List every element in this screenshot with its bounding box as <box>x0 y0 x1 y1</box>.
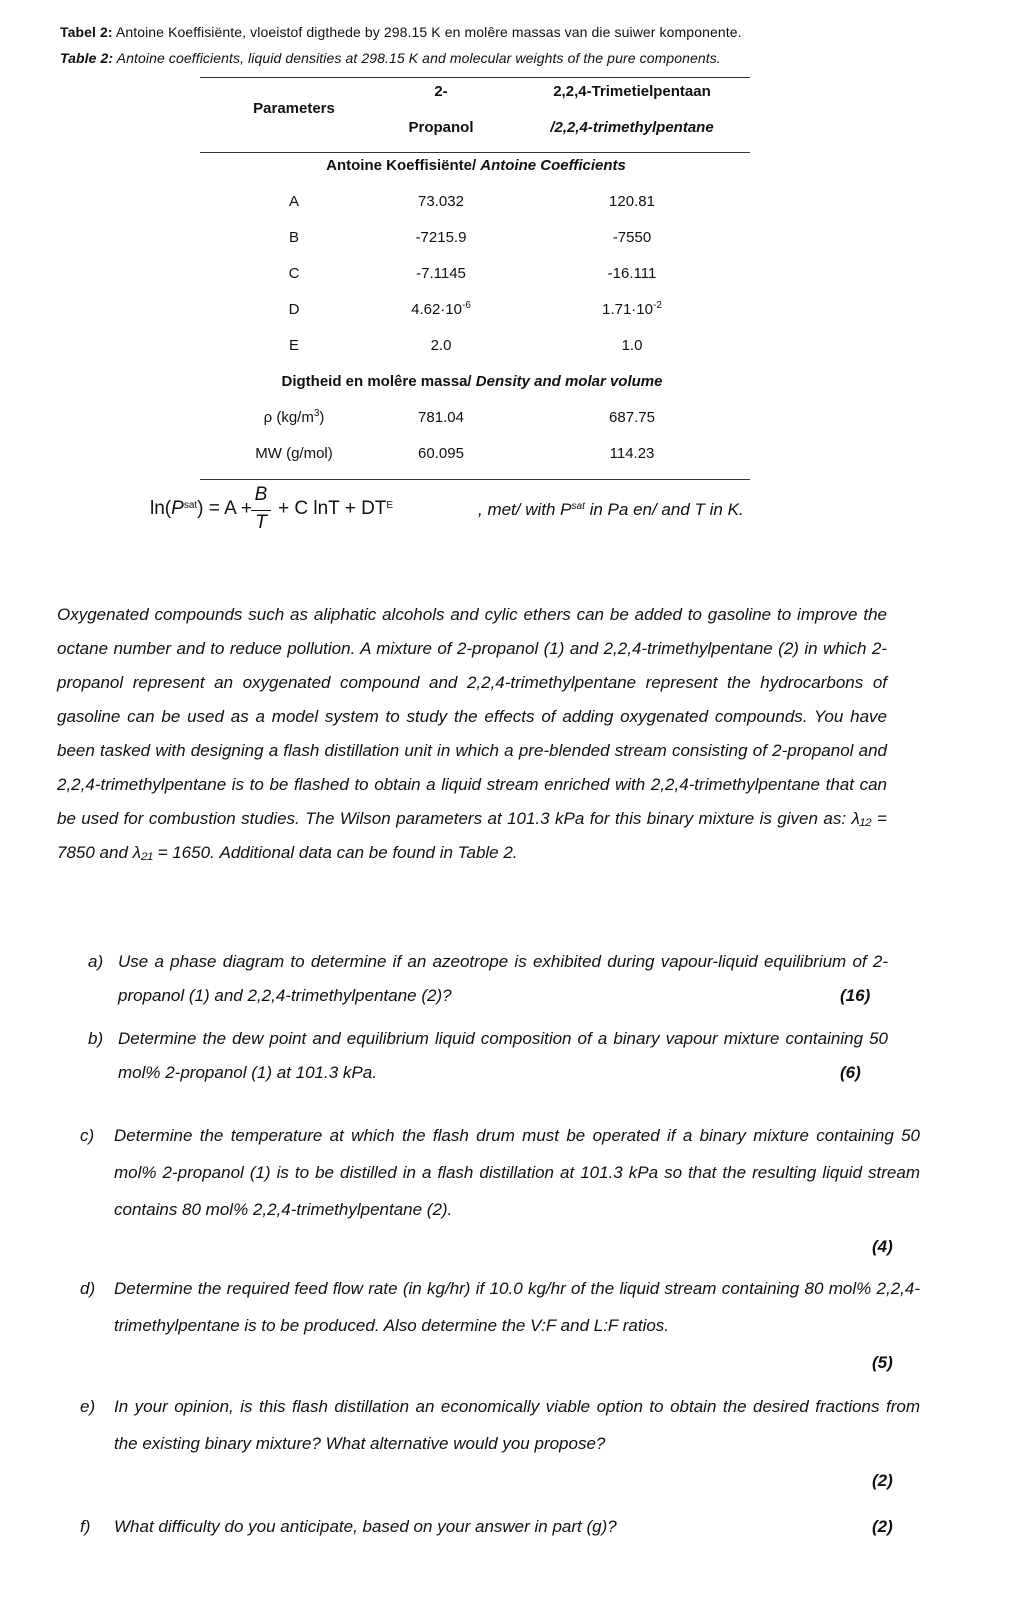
header-col1-line2: Propanol <box>408 119 474 136</box>
question-text: In your opinion, is this flash distillation an economically viable option to obtain the desired fractions from the existing binary mixture? What alternative would you propose? <box>114 1397 920 1453</box>
question-b <box>88 1022 888 1092</box>
antoine-equation: $\ln(P^{sat}) = A$ + B T + C $\ln T + DT^E$ , met/ with $P^{sat}$ in Pa en/ and T in K. <box>150 484 744 533</box>
question-d <box>80 1270 920 1385</box>
data-table: Parameters 2- Propanol 2,2,4-Trimetielpentaan /2,2,4-trimethylpentane Antoine Koeffisiënte/ Antoine Coefficients A 73.032 120.81 B -7215.9 -7550 C -7.1145 -16.111 D $4.62\cdot 10^{-6}$ $1.71\cdot 10^{-2}$ E 2.0 1.0 Digtheid en molêre massa/ Density and molar volume ρ $(kg/m^3)$ 781.04 687.75 MW (g/mol) 60.095 114.23 <box>200 70 750 490</box>
table-caption-english <box>60 50 721 66</box>
question-text: Determine the temperature at which the flash drum must be operated if a binary mixture containing 50 mol% 2-propanol (1) is to be distilled in a flash distillation at 101.3 kPa so that the resulting liquid stream contains 80 mol% 2,2,4-trimethylpentane (2). <box>114 1126 920 1219</box>
table-caption-afrikaans <box>60 24 742 40</box>
question-e <box>80 1388 920 1503</box>
table-top-rule <box>200 77 750 78</box>
header-col1-line1: 2- <box>434 83 448 100</box>
question-letter: f) <box>80 1517 91 1536</box>
question-text: What difficulty do you anticipate, based on your answer in part (g)? <box>114 1517 617 1536</box>
problem-statement: Oxygenated compounds such as aliphatic alcohols and cylic ethers can be added to gasoline to improve the octane number and to reduce pollution. A mixture of 2-propanol (1) and 2,2,4-trimethylpentane (2) in which 2-propanol represent an oxygenated compound and 2,2,4-trimethylpentane represent the hydrocarbons of gasoline can be used as a model system to study the effects of adding oxygenated compounds. You have been tasked with designing a flash distillation unit in which a pre-blended stream consisting of 2-propanol and 2,2,4-trimethylpentane is to be flashed to obtain a liquid stream enriched with 2,2,4-trimethylpentane that can be used for combustion studies. The Wilson parameters at 101.3 kPa for this binary mixture is given as: λ₁₂ = 7850 and λ₂₁ = 1650. Additional data can be found in Table 2. <box>57 605 887 862</box>
question-c <box>80 1117 920 1267</box>
section-antoine-coefficients: Antoine Koeffisiënte/ Antoine Coefficients <box>326 157 626 174</box>
question-text: Determine the required feed flow rate (in kg/hr) if 10.0 kg/hr of the liquid stream containing 80 mol% 2,2,4-trimethylpentane is to be produced. Also determine the V:F and L:F ratios. <box>114 1279 920 1335</box>
question-marks: (16) <box>840 986 871 1005</box>
question-marks: (2) <box>872 1471 893 1490</box>
header-col2-line2: /2,2,4-trimethylpentane <box>550 119 714 136</box>
question-letter: a) <box>88 952 104 971</box>
table-bottom-rule <box>200 479 750 480</box>
question-letter: e) <box>80 1397 96 1416</box>
question-marks: (6) <box>840 1063 861 1082</box>
caption-text: Antoine Koeffisiënte, vloeistof digthede by 298.15 K en molêre massas van die suiwer komponente. <box>115 24 742 40</box>
question-letter: c) <box>80 1126 95 1145</box>
section-density-molar-volume: Digtheid en molêre massa/ Density and molar volume <box>281 373 663 390</box>
header-parameters: Parameters <box>253 100 335 117</box>
question-marks: (5) <box>872 1353 893 1372</box>
header-col2-line1: 2,2,4-Trimetielpentaan <box>553 83 711 100</box>
question-marks: (2) <box>872 1517 893 1536</box>
question-text: Determine the dew point and equilibrium liquid composition of a binary vapour mixture containing 50 mol% 2-propanol (1) at 101.3 kPa. <box>118 1029 888 1082</box>
caption-label: Tabel 2: <box>60 24 113 40</box>
question-a <box>88 945 888 1015</box>
caption-text: Antoine coefficients, liquid densities at 298.15 K and molecular weights of the pure components. <box>116 50 721 66</box>
equation-units-note: , met/ with $P^{sat}$ in Pa en/ and T in K. <box>478 500 744 519</box>
caption-label: Table 2: <box>60 50 114 66</box>
header-rule <box>200 152 750 153</box>
question-marks: (4) <box>872 1237 893 1256</box>
question-letter: b) <box>88 1029 104 1048</box>
question-text: Use a phase diagram to determine if an azeotrope is exhibited during vapour-liquid equilibrium of 2-propanol (1) and 2,2,4-trimethylpentane (2)? <box>118 952 888 1005</box>
question-f <box>80 1508 920 1548</box>
question-letter: d) <box>80 1279 96 1298</box>
